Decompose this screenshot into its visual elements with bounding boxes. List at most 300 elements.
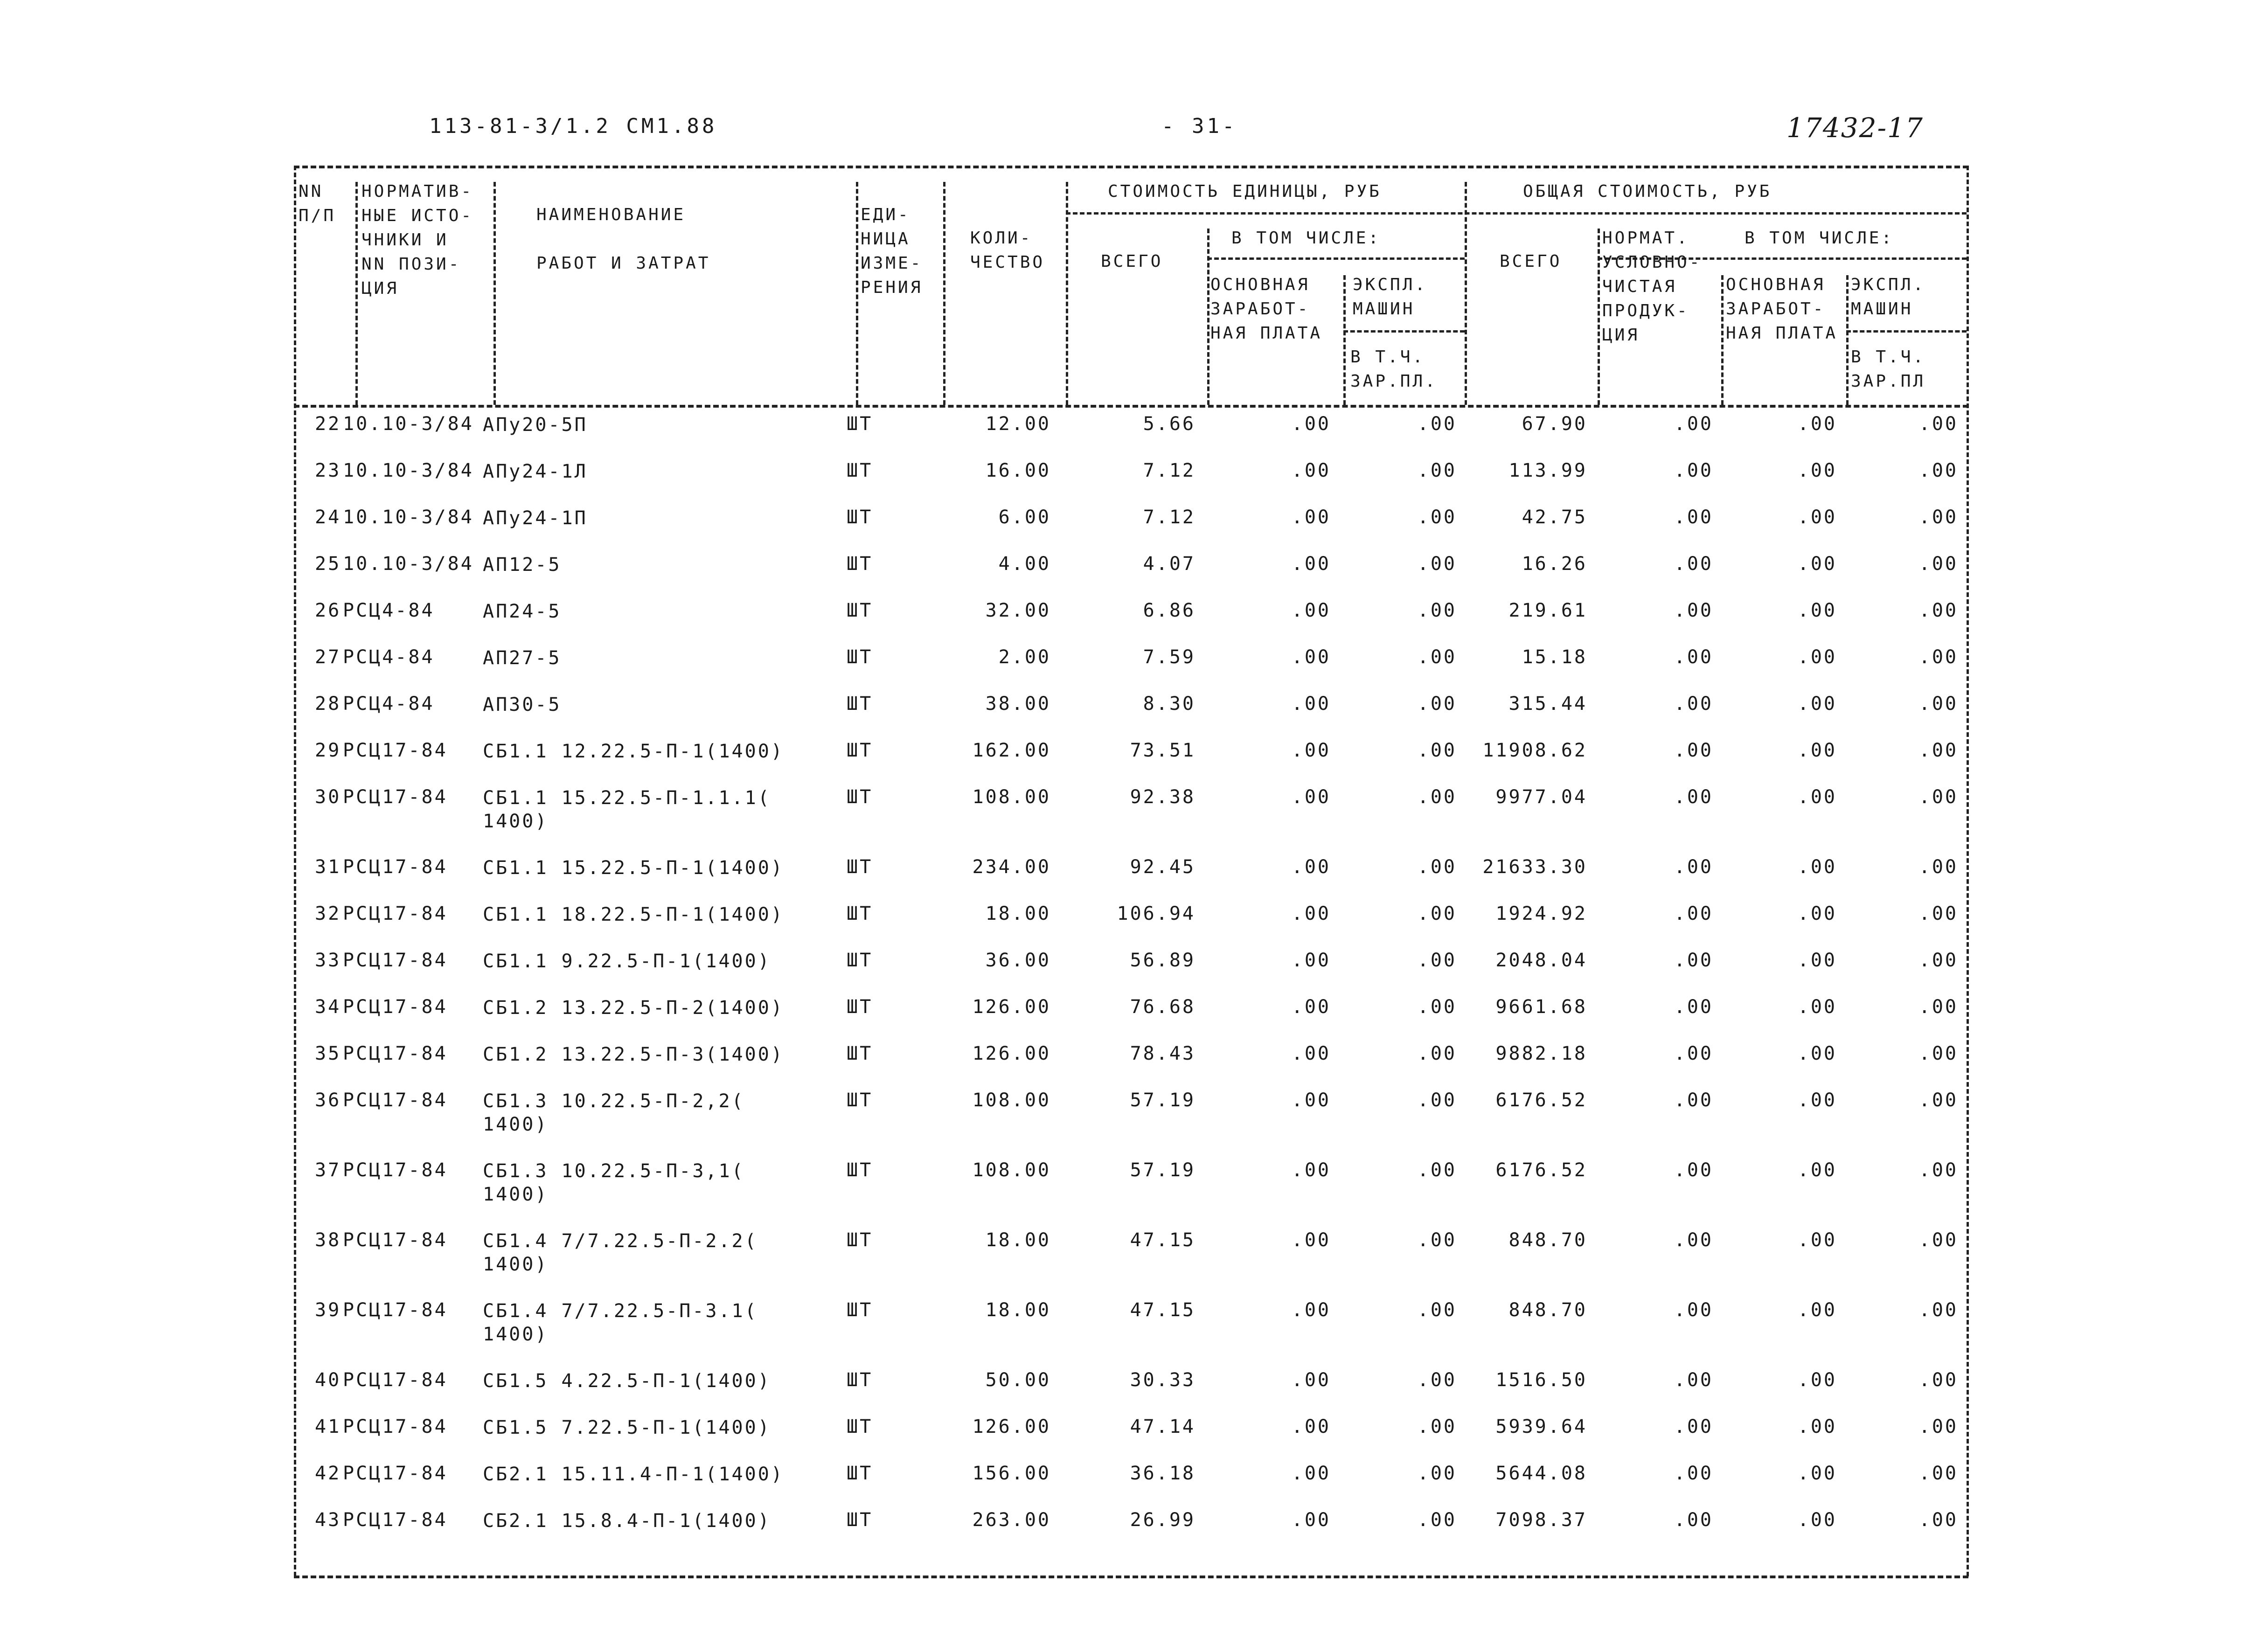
- col-sep: [1465, 182, 1467, 405]
- cell-total: 315.44: [1508, 693, 1587, 715]
- cell-osn: .00: [1291, 1090, 1331, 1111]
- table-row: [294, 900, 1968, 947]
- cell-eks: .00: [1417, 1416, 1457, 1437]
- cell-norm: .00: [1674, 646, 1713, 668]
- cell-unit: ШТ: [847, 646, 873, 668]
- cell-eks2: .00: [1918, 1463, 1958, 1484]
- col-header-normat: НОРМАТ. УСЛОВНО- ЧИСТАЯ ПРОДУК- ЦИЯ: [1602, 229, 1702, 345]
- col-header-vtch-2: В Т.Ч. ЗАР.ПЛ: [1851, 347, 1926, 391]
- cell-osn2: .00: [1797, 1463, 1837, 1484]
- cell-src: РСЦ17-84: [343, 1369, 448, 1391]
- cell-unit: ШТ: [847, 903, 873, 924]
- cell-qty: 156.00: [972, 1463, 1051, 1484]
- cell-spacer: [294, 854, 315, 900]
- cell-unit: ШТ: [847, 1043, 873, 1064]
- cell-src: РСЦ17-84: [343, 1043, 448, 1064]
- col-header-unit: ЕДИ- НИЦА ИЗМЕ- РЕНИЯ: [861, 205, 923, 297]
- cell-osn: .00: [1291, 1159, 1331, 1181]
- col-header-name: НАИМЕНОВАНИЕ РАБОТ И ЗАТРАТ: [536, 205, 711, 273]
- cell-total: 2048.04: [1495, 950, 1587, 971]
- cell-osn: .00: [1291, 1043, 1331, 1064]
- cell-norm: .00: [1674, 1369, 1713, 1391]
- cell-n: 33: [315, 950, 341, 971]
- table-row: [294, 457, 1968, 504]
- cell-norm: .00: [1674, 460, 1713, 481]
- cell-n: 31: [315, 856, 341, 878]
- cell-eks: .00: [1417, 1229, 1457, 1251]
- table-row: [294, 1367, 1968, 1413]
- col-header-vsego-total: ВСЕГО: [1500, 252, 1562, 271]
- cell-osn: .00: [1291, 740, 1331, 761]
- table-row: [294, 1157, 1968, 1227]
- cell-total: 1516.50: [1495, 1369, 1587, 1391]
- cell-src: 10.10-3/84: [343, 553, 474, 575]
- cell-src: РСЦ17-84: [343, 740, 448, 761]
- cell-eks2: .00: [1918, 740, 1958, 761]
- cell-qty: 126.00: [972, 996, 1051, 1018]
- cell-total: 21633.30: [1482, 856, 1587, 878]
- cell-n: 26: [315, 600, 341, 621]
- table-row: [294, 854, 1968, 900]
- cell-norm: .00: [1674, 1463, 1713, 1484]
- cell-eks: .00: [1417, 646, 1457, 668]
- table-row: [294, 1040, 1968, 1087]
- cell-name: СБ1.3 10.22.5-П-2,2( 1400): [483, 1090, 745, 1135]
- cell-norm: .00: [1674, 1509, 1713, 1531]
- cell-src: РСЦ4-84: [343, 693, 435, 715]
- cell-name: СБ1.4 7/7.22.5-П-3.1( 1400): [483, 1300, 758, 1345]
- col-header-osnovnaya: ОСНОВНАЯ ЗАРАБОТ- НАЯ ПЛАТА: [1210, 275, 1323, 343]
- cell-cost: 57.19: [1130, 1159, 1196, 1181]
- table-row: [294, 504, 1968, 550]
- cell-eks2: .00: [1918, 600, 1958, 621]
- cell-unit: ШТ: [847, 786, 873, 808]
- cell-total: 5939.64: [1495, 1416, 1587, 1437]
- cell-eks2: .00: [1918, 507, 1958, 528]
- cell-osn2: .00: [1797, 996, 1837, 1018]
- cell-qty: 50.00: [985, 1369, 1051, 1391]
- cell-n: 43: [315, 1509, 341, 1531]
- cell-total: 219.61: [1508, 600, 1587, 621]
- cell-eks: .00: [1417, 786, 1457, 808]
- cell-unit: ШТ: [847, 1509, 873, 1531]
- cell-name: СБ1.3 10.22.5-П-3,1( 1400): [483, 1160, 745, 1205]
- cell-eks2: .00: [1918, 1299, 1958, 1321]
- cell-n: 22: [315, 413, 341, 435]
- col-header-qty: КОЛИ- ЧЕСТВО: [970, 229, 1045, 272]
- cell-osn2: .00: [1797, 786, 1837, 808]
- cell-cost: 7.12: [1143, 507, 1196, 528]
- cell-cost: 36.18: [1130, 1463, 1196, 1484]
- col-sep: [1066, 182, 1068, 405]
- cell-norm: .00: [1674, 950, 1713, 971]
- cell-total: 9977.04: [1495, 786, 1587, 808]
- cell-qty: 162.00: [972, 740, 1051, 761]
- col-header-vtch: В Т.Ч. ЗАР.ПЛ.: [1350, 347, 1438, 391]
- cell-osn2: .00: [1797, 693, 1837, 715]
- cell-total: 9661.68: [1495, 996, 1587, 1018]
- cell-osn2: .00: [1797, 903, 1837, 924]
- cell-name: СБ1.1 18.22.5-П-1(1400): [483, 904, 784, 925]
- cell-src: РСЦ17-84: [343, 950, 448, 971]
- cell-osn2: .00: [1797, 1229, 1837, 1251]
- cell-eks: .00: [1417, 693, 1457, 715]
- cell-qty: 12.00: [985, 413, 1051, 435]
- cell-osn: .00: [1291, 600, 1331, 621]
- cell-name: СБ1.1 12.22.5-П-1(1400): [483, 741, 784, 762]
- cell-qty: 36.00: [985, 950, 1051, 971]
- table-row: [294, 1413, 1968, 1460]
- cell-cost: 47.14: [1130, 1416, 1196, 1437]
- table-row: [294, 737, 1968, 784]
- cell-src: 10.10-3/84: [343, 413, 474, 435]
- cell-osn: .00: [1291, 856, 1331, 878]
- table-row: [294, 784, 1968, 854]
- cell-osn2: .00: [1797, 740, 1837, 761]
- cell-osn: .00: [1291, 460, 1331, 481]
- cell-norm: .00: [1674, 1090, 1713, 1111]
- col-sep: [1207, 229, 1209, 405]
- cell-spacer: [294, 1157, 315, 1227]
- cell-n: 24: [315, 507, 341, 528]
- cell-name: СБ2.1 15.8.4-П-1(1400): [483, 1510, 771, 1532]
- cell-norm: .00: [1674, 1229, 1713, 1251]
- cell-src: РСЦ17-84: [343, 1299, 448, 1321]
- cell-eks2: .00: [1918, 1043, 1958, 1064]
- cell-spacer: [294, 1040, 315, 1087]
- table-row: [294, 993, 1968, 1040]
- subgroup-rule: [1343, 330, 1465, 333]
- cell-eks: .00: [1417, 903, 1457, 924]
- table-row: [294, 410, 1968, 457]
- cell-osn: .00: [1291, 1509, 1331, 1531]
- cell-osn: .00: [1291, 693, 1331, 715]
- cell-cost: 92.45: [1130, 856, 1196, 878]
- cell-eks2: .00: [1918, 1369, 1958, 1391]
- cell-name: АП27-5: [483, 647, 562, 669]
- table-row: [294, 1297, 1968, 1367]
- table-row: [294, 1506, 1968, 1553]
- cell-osn2: .00: [1797, 1043, 1837, 1064]
- cell-cost: 73.51: [1130, 740, 1196, 761]
- table-row: [294, 1460, 1968, 1506]
- cell-spacer: [294, 1227, 315, 1297]
- col-header-osnovnaya-2: ОСНОВНАЯ ЗАРАБОТ- НАЯ ПЛАТА: [1726, 275, 1838, 343]
- cell-osn: .00: [1291, 646, 1331, 668]
- cell-total: 848.70: [1508, 1299, 1587, 1321]
- cell-src: РСЦ17-84: [343, 1463, 448, 1484]
- subgroup-rule: [1846, 330, 1967, 333]
- cell-eks: .00: [1417, 1299, 1457, 1321]
- cell-src: РСЦ17-84: [343, 996, 448, 1018]
- cell-cost: 76.68: [1130, 996, 1196, 1018]
- cell-unit: ШТ: [847, 507, 873, 528]
- col-sep: [856, 182, 858, 405]
- cell-osn: .00: [1291, 996, 1331, 1018]
- cell-norm: .00: [1674, 996, 1713, 1018]
- cell-spacer: [294, 1367, 315, 1413]
- cell-total: 16.26: [1522, 553, 1587, 575]
- cell-qty: 18.00: [985, 1229, 1051, 1251]
- cell-spacer: [294, 644, 315, 690]
- cell-osn: .00: [1291, 1229, 1331, 1251]
- cell-total: 6176.52: [1495, 1159, 1587, 1181]
- table-row: [294, 690, 1968, 737]
- cell-name: АП12-5: [483, 554, 562, 576]
- cell-norm: .00: [1674, 600, 1713, 621]
- cell-cost: 4.07: [1143, 553, 1196, 575]
- cell-eks2: .00: [1918, 1416, 1958, 1437]
- cell-eks2: .00: [1918, 460, 1958, 481]
- table-row: [294, 550, 1968, 597]
- col-sep: [1721, 275, 1724, 405]
- cell-name: АПу20-5П: [483, 414, 588, 436]
- table-row: [294, 597, 1968, 644]
- handwritten-stamp-number: 17432-17: [1786, 112, 1924, 144]
- cell-name: СБ1.2 13.22.5-П-2(1400): [483, 997, 784, 1019]
- col-sep: [1598, 229, 1600, 405]
- cell-n: 42: [315, 1463, 341, 1484]
- cell-osn2: .00: [1797, 1299, 1837, 1321]
- cell-n: 30: [315, 786, 341, 808]
- cell-n: 40: [315, 1369, 341, 1391]
- col-header-v-tom-chisle-2: В ТОМ ЧИСЛЕ:: [1745, 229, 1894, 248]
- cell-qty: 126.00: [972, 1416, 1051, 1437]
- cell-norm: .00: [1674, 786, 1713, 808]
- cell-spacer: [294, 690, 315, 737]
- col-sep: [1343, 275, 1346, 405]
- cell-eks2: .00: [1918, 786, 1958, 808]
- cell-norm: .00: [1674, 507, 1713, 528]
- cell-eks: .00: [1417, 553, 1457, 575]
- cell-unit: ШТ: [847, 1369, 873, 1391]
- cell-src: РСЦ17-84: [343, 903, 448, 924]
- cell-n: 36: [315, 1090, 341, 1111]
- cell-total: 67.90: [1522, 413, 1587, 435]
- cell-total: 848.70: [1508, 1229, 1587, 1251]
- cell-spacer: [294, 900, 315, 947]
- cell-osn: .00: [1291, 1299, 1331, 1321]
- cell-name: АП30-5: [483, 694, 562, 715]
- cell-osn2: .00: [1797, 413, 1837, 435]
- cell-cost: 8.30: [1143, 693, 1196, 715]
- cell-n: 38: [315, 1229, 341, 1251]
- cell-eks: .00: [1417, 460, 1457, 481]
- cell-src: РСЦ4-84: [343, 600, 435, 621]
- cell-eks2: .00: [1918, 646, 1958, 668]
- cell-cost: 78.43: [1130, 1043, 1196, 1064]
- cell-n: 32: [315, 903, 341, 924]
- cell-osn: .00: [1291, 1463, 1331, 1484]
- cell-eks: .00: [1417, 1043, 1457, 1064]
- cell-osn2: .00: [1797, 1369, 1837, 1391]
- col-sep: [494, 182, 496, 405]
- cell-unit: ШТ: [847, 413, 873, 435]
- cell-norm: .00: [1674, 553, 1713, 575]
- cell-spacer: [294, 597, 315, 644]
- cell-spacer: [294, 993, 315, 1040]
- col-header-nn: NN П/П: [299, 182, 336, 225]
- cell-osn2: .00: [1797, 460, 1837, 481]
- cell-eks: .00: [1417, 507, 1457, 528]
- cell-osn2: .00: [1797, 1509, 1837, 1531]
- cell-qty: 108.00: [972, 1159, 1051, 1181]
- cell-spacer: [294, 737, 315, 784]
- col-header-norm-source: НОРМАТИВ- НЫЕ ИСТО- ЧНИКИ И NN ПОЗИ- ЦИЯ: [361, 182, 474, 298]
- cell-osn2: .00: [1797, 507, 1837, 528]
- cell-qty: 18.00: [985, 1299, 1051, 1321]
- cell-name: СБ1.5 7.22.5-П-1(1400): [483, 1417, 771, 1438]
- cell-qty: 263.00: [972, 1509, 1051, 1531]
- cell-osn: .00: [1291, 553, 1331, 575]
- cell-eks: .00: [1417, 1159, 1457, 1181]
- cell-total: 11908.62: [1482, 740, 1587, 761]
- cell-name: СБ1.4 7/7.22.5-П-2.2( 1400): [483, 1230, 758, 1275]
- cell-name: АПу24-1Л: [483, 461, 588, 482]
- cell-qty: 4.00: [998, 553, 1051, 575]
- cell-osn2: .00: [1797, 1159, 1837, 1181]
- cell-unit: ШТ: [847, 600, 873, 621]
- col-header-v-tom-chisle: В ТОМ ЧИСЛЕ:: [1231, 229, 1381, 248]
- cell-total: 5644.08: [1495, 1463, 1587, 1484]
- cell-n: 29: [315, 740, 341, 761]
- cell-spacer: [294, 784, 315, 854]
- cell-src: РСЦ17-84: [343, 856, 448, 878]
- cell-n: 34: [315, 996, 341, 1018]
- document-code: 113-81-3/1.2 СМ1.88: [429, 114, 717, 138]
- cell-name: СБ1.1 15.22.5-П-1(1400): [483, 857, 784, 879]
- cell-qty: 126.00: [972, 1043, 1051, 1064]
- cell-unit: ШТ: [847, 856, 873, 878]
- cell-eks: .00: [1417, 1509, 1457, 1531]
- cell-eks2: .00: [1918, 1090, 1958, 1111]
- cell-cost: 57.19: [1130, 1090, 1196, 1111]
- table-body: [294, 410, 1968, 1553]
- cell-osn2: .00: [1797, 1416, 1837, 1437]
- cell-norm: .00: [1674, 1299, 1713, 1321]
- cell-total: 9882.18: [1495, 1043, 1587, 1064]
- cell-osn2: .00: [1797, 856, 1837, 878]
- cell-unit: ШТ: [847, 996, 873, 1018]
- cell-total: 7098.37: [1495, 1509, 1587, 1531]
- cell-norm: .00: [1674, 856, 1713, 878]
- cell-unit: ШТ: [847, 1463, 873, 1484]
- cell-qty: 18.00: [985, 903, 1051, 924]
- table-top-border: [294, 166, 1968, 168]
- cell-eks2: .00: [1918, 413, 1958, 435]
- cell-spacer: [294, 1087, 315, 1157]
- cell-norm: .00: [1674, 1416, 1713, 1437]
- cell-qty: 2.00: [998, 646, 1051, 668]
- col-sep: [943, 182, 945, 405]
- cell-n: 35: [315, 1043, 341, 1064]
- col-sep: [355, 182, 358, 405]
- table-row: [294, 644, 1968, 690]
- cell-osn2: .00: [1797, 600, 1837, 621]
- cell-eks: .00: [1417, 950, 1457, 971]
- cell-total: 15.18: [1522, 646, 1587, 668]
- cell-total: 42.75: [1522, 507, 1587, 528]
- cell-src: РСЦ17-84: [343, 1229, 448, 1251]
- cell-eks2: .00: [1918, 693, 1958, 715]
- cell-name: АПу24-1П: [483, 507, 588, 529]
- cell-qty: 6.00: [998, 507, 1051, 528]
- cell-n: 39: [315, 1299, 341, 1321]
- estimate-table: [294, 410, 1968, 1553]
- group-rule: [1066, 212, 1967, 215]
- cell-n: 28: [315, 693, 341, 715]
- table-row: [294, 1227, 1968, 1297]
- cell-unit: ШТ: [847, 1159, 873, 1181]
- cell-osn: .00: [1291, 1416, 1331, 1437]
- cell-unit: ШТ: [847, 1090, 873, 1111]
- cell-unit: ШТ: [847, 1416, 873, 1437]
- cell-eks2: .00: [1918, 1159, 1958, 1181]
- cell-qty: 234.00: [972, 856, 1051, 878]
- col-header-ekspl-2: ЭКСПЛ. МАШИН: [1851, 275, 1926, 319]
- cell-cost: 5.66: [1143, 413, 1196, 435]
- cell-eks: .00: [1417, 856, 1457, 878]
- cell-norm: .00: [1674, 1043, 1713, 1064]
- cell-n: 37: [315, 1159, 341, 1181]
- cell-src: РСЦ17-84: [343, 786, 448, 808]
- cell-eks: .00: [1417, 996, 1457, 1018]
- cell-norm: .00: [1674, 903, 1713, 924]
- cell-eks: .00: [1417, 1090, 1457, 1111]
- cell-src: 10.10-3/84: [343, 507, 474, 528]
- cell-cost: 106.94: [1117, 903, 1196, 924]
- cell-spacer: [294, 550, 315, 597]
- cell-name: АП24-5: [483, 601, 562, 622]
- cell-unit: ШТ: [847, 460, 873, 481]
- cell-unit: ШТ: [847, 693, 873, 715]
- cell-spacer: [294, 457, 315, 504]
- cell-norm: .00: [1674, 693, 1713, 715]
- cell-n: 25: [315, 553, 341, 575]
- cell-cost: 47.15: [1130, 1229, 1196, 1251]
- cell-eks: .00: [1417, 413, 1457, 435]
- cell-src: РСЦ4-84: [343, 646, 435, 668]
- col-header-unit-cost: СТОИМОСТЬ ЕДИНИЦЫ, РУБ: [1108, 182, 1382, 201]
- cell-n: 23: [315, 460, 341, 481]
- cell-unit: ШТ: [847, 1299, 873, 1321]
- cell-spacer: [294, 1413, 315, 1460]
- cell-cost: 7.59: [1143, 646, 1196, 668]
- cell-src: РСЦ17-84: [343, 1159, 448, 1181]
- cell-eks2: .00: [1918, 1509, 1958, 1531]
- cell-eks: .00: [1417, 740, 1457, 761]
- cell-spacer: [294, 1297, 315, 1367]
- table-bottom-border: [294, 1576, 1968, 1578]
- col-sep: [1846, 275, 1849, 405]
- cell-cost: 47.15: [1130, 1299, 1196, 1321]
- cell-osn: .00: [1291, 413, 1331, 435]
- cell-osn2: .00: [1797, 553, 1837, 575]
- cell-eks2: .00: [1918, 1229, 1958, 1251]
- cell-cost: 30.33: [1130, 1369, 1196, 1391]
- cell-osn: .00: [1291, 786, 1331, 808]
- cell-cost: 6.86: [1143, 600, 1196, 621]
- col-header-total-cost: ОБЩАЯ СТОИМОСТЬ, РУБ: [1523, 182, 1772, 201]
- cell-unit: ШТ: [847, 950, 873, 971]
- cell-qty: 16.00: [985, 460, 1051, 481]
- cell-total: 1924.92: [1495, 903, 1587, 924]
- cell-spacer: [294, 504, 315, 550]
- cell-eks: .00: [1417, 1369, 1457, 1391]
- cell-name: СБ1.1 9.22.5-П-1(1400): [483, 951, 771, 972]
- cell-unit: ШТ: [847, 1229, 873, 1251]
- cell-qty: 38.00: [985, 693, 1051, 715]
